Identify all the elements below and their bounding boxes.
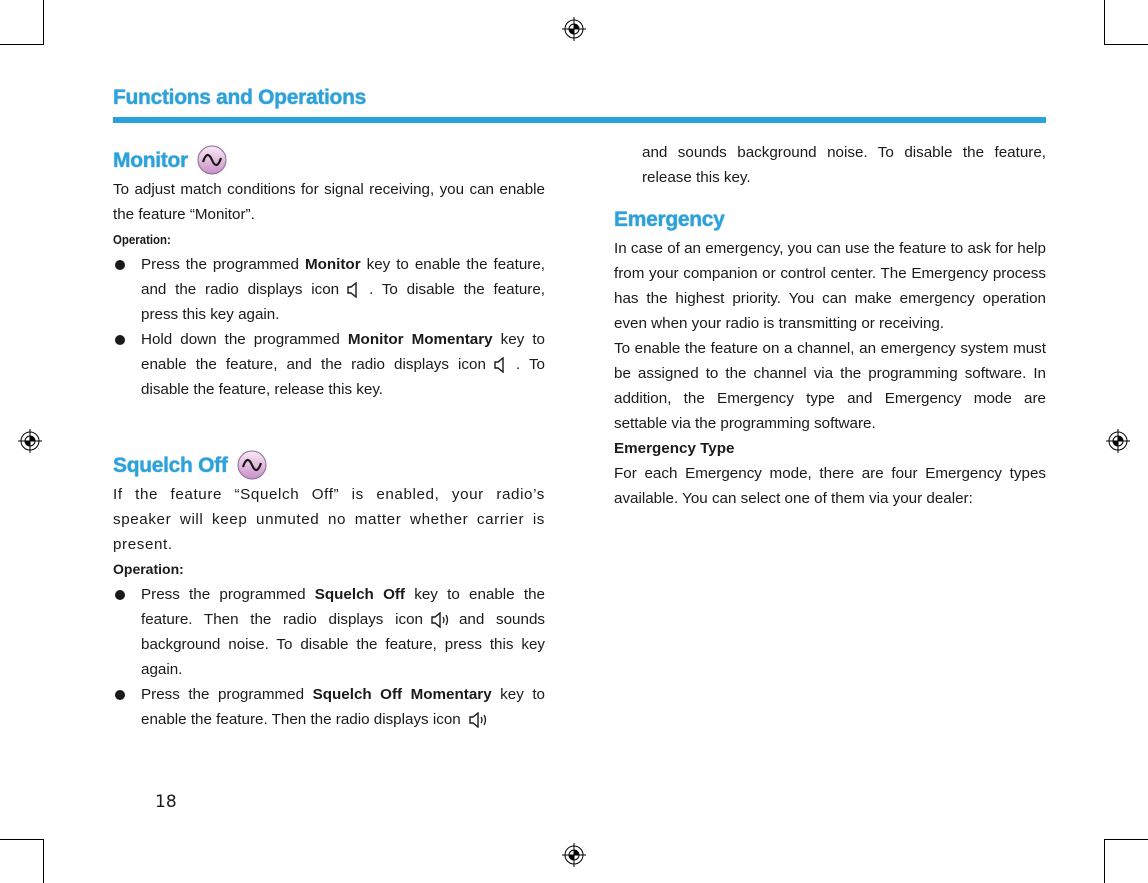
registration-mark-icon [17,428,43,454]
wave-icon [196,144,228,176]
monitor-intro: To adjust match conditions for signal receiving, you can enable the feature “Monitor”. [113,181,545,223]
list-item: Press the programmed Squelch Off key to enable the feature. Then the radio displays icon and sounds background noise. To disable the feature, press this key again. [113,582,545,682]
monitor-steps [113,252,545,402]
registration-mark-icon [561,16,587,42]
right-column [614,140,1046,511]
registration-mark-icon [1105,428,1131,454]
monitor-title-text: Monitor [113,148,188,172]
header-rule [113,117,1046,123]
emergency-p3: For each Emergency mode, there are four Emergency types available. You can select one of them via your dealer: [614,465,1046,507]
page-number: 18 [155,792,177,812]
speaker-sound-icon [431,612,451,628]
list-item: Press the programmed Squelch Off Momentary key to enable the feature. Then the radio displays icon [113,682,545,732]
squelch-section-title [113,448,545,482]
speaker-icon [347,282,361,298]
crop-mark [0,839,44,840]
crop-mark [1104,0,1105,44]
page-header-title: Functions and Operations [113,86,366,109]
monitor-section-title [113,143,545,177]
list-item: Press the programmed Monitor key to enable the feature, and the radio displays icon . To disable the feature, press this key again. [113,252,545,327]
left-column [113,143,545,732]
squelch-continuation: and sounds background noise. To disable the feature, release this key. [642,144,1046,186]
speaker-icon [494,357,508,373]
squelch-intro: If the feature “Squelch Off” is enabled, your radio’s speaker will keep unmuted no matter whether carrier is present. [113,486,545,553]
crop-mark [1104,839,1105,883]
emergency-p1: In case of an emergency, you can use the feature to ask for help from your companion or control center. The Emergency process has the highest priority. You can make emergency operation even when your radio is transmitting or receiving. [614,240,1046,332]
crop-mark [1104,44,1148,45]
crop-mark [43,839,44,883]
emergency-title-text: Emergency [614,207,725,231]
list-item: Hold down the programmed Monitor Momentary key to enable the feature, and the radio displays icon . To disable the feature, release this key. [113,327,545,402]
emergency-section-title [614,202,1046,236]
squelch-title-text: Squelch Off [113,453,228,477]
speaker-sound-icon [469,712,489,728]
crop-mark [43,0,44,44]
emergency-p2: To enable the feature on a channel, an emergency system must be assigned to the channel via the programming software. In addition, the Emergency type and Emergency mode are settable via the programming software. [614,340,1046,432]
squelch-steps [113,582,545,732]
crop-mark [1104,839,1148,840]
crop-mark [0,44,44,45]
registration-mark-icon [561,842,587,868]
emergency-type-label: Emergency Type [614,440,735,457]
operation-label: Operation: [113,232,171,247]
wave-icon [236,449,268,481]
operation-label: Operation: [113,561,184,577]
